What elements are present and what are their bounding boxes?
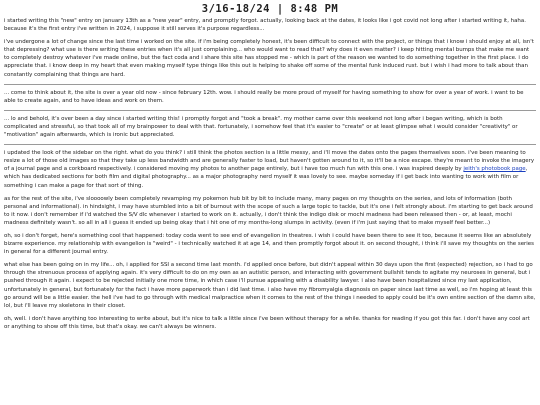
entry-paragraph: what else has been going on in my life... oh, i applied for SSI a second time last month. i'd applied once before, but didn't appeal within 30 days upon the first (expected) rejection, so i had to go through the strenuous process of applying again. it's very difficult to do on my own as an autistic person, and interacting with government bullshit tends to agitate my neuroses in general, but i pushed through it again. i expect to be rejected initially one more time, in which case i'll pursue appealing with a disability lawyer. i also have been hospitalized since my last application, unfortunately in general, but fortunately for the fact i have more paperwork than i did last time. i also have my fibromyalgia diagnosis on paper since last time as well, so i'm hoping at least this go around will be a little easier. the hell i've had to go through with medical malpractice when it comes to the rest of the things i needed to apply could be it's own entire section of the damn site, lol, but i'll leave my skeletons in their closet. (4, 262, 536, 309)
section-divider (4, 84, 536, 85)
entry-paragraph-with-link (4, 149, 536, 189)
paragraph-text: i updated the look of the sidebar on the right. what do you think? i still think the photos section is a little messy, and i'll move the dates onto the pages themselves soon. i've been meaning to resize a lot of those old images so that they take up less bandwidth and are generally faster to load, but haven't gotten around to it, so it'll be a nice escape. they're meant to invoke the imagery of a journal page and a corkboard respectively. i considered moving my photos to another page entirely, but i have too much fun with this one. i was inspired deeply by (4, 150, 535, 173)
section-divider (4, 110, 536, 111)
entry-paragraph: i started writing this "new" entry on january 13th as a "new year" entry, and promptly forgot. actually, looking back at the dates, it looks like i got covid not long after i started writing it, haha. because it's the first entry i've written in 2024, i suppose it still serves it's purpose regardless... (4, 18, 526, 33)
paragraph-text: , which has dedicated sections for both film and digital photography... as a major photography nerd myself it was lovely to see. maybe someday if i get back into wanting to work with film or something i can make a page for that sort of thing. (4, 166, 528, 189)
entry-paragraph: oh, so i don't forget, here's something cool that happened: today coda went to see end of evangelion in theatres. i wish i could have been there to see it too, because it seems like an absolutely bizarre experience. my relationship with evangelion is "weird" - i technically watched it at age 14, and then promptly forgot about it. on second thought, i think i'll save my thoughts on the series in general for a different journal entry. (4, 232, 534, 256)
entry-paragraph: as for the rest of the site, i've sloooowly been completely revamping my pokemon hub bit by bit to include many, many pages on my thoughts on the series, and lots of information (both personal and informational). in hindsight, i may have stumbled into a bit of burnout with the scope of such a large topic to tackle, but it's one i felt strongly about. i'm starting to get back around to it now. i don't remember if i'd watched the S/V dlc whenever i started to work on it. actually, i don't think the indigo disk or mochi madness had been released then - or, at least, mochi madness definitely wasn't. so all in all i guess it ended up being okay that i hit one of my months-long slumps in activity. (even if i'm just saying that to make myself feel better...) (4, 195, 533, 226)
journal-entry (4, 17, 536, 331)
entry-paragraph: oh, well. i don't have anything too interesting to write about, but it's nice to talk a little since i've been without therapy for a while. thanks for reading if you got this far. i don't have any cool art or anything to show off this time, but that's okay. we can't always be winners. (4, 315, 530, 330)
entry-title: 3/16-18/24 | 8:48 PM (201, 3, 339, 15)
photobook-link[interactable]: jeith's photobook page (463, 166, 526, 173)
section-divider (4, 144, 536, 145)
entry-paragraph: i've undergone a lot of change since the last time i worked on the site. if i'm being completely honest, it's been difficult to connect with the project, or things that i know i should enjoy at all, isn't that depressing? what use is there writing these entries when it's all just complaining... who would want to read that? why does it even matter? i keep hitting mental bumps that make me want to completely destroy whatever i've made online, but the fact coda and i share this site has stopped me - which is part of the reason we wanted to do something together in the first place. i do appreciate that. i know deep in my heart that even making myself type things like this out is helping to shake off some of the mental funk induced rust. but i wish i had more to talk about than constantly complaining that things are hard. (4, 39, 534, 78)
entry-paragraph: ... come to think about it, the site is over a year old now - since february 12th. wow. i should really be more proud of myself for having something to show for over a year of work. i want to be able to create again, and to have ideas and work on them. (4, 89, 524, 104)
entry-paragraph: ... lo and behold, it's over been a day since i started writing this! i promptly forgot and "took a break". my mother came over this weekend not long after i began writing, which is both complicated and stressful, so that took all of my brainpower to deal with that. fortunately, i somehow feel that it's easier to "create" or at least glimpse what i would consider "creativity" or "motivation" again afterwards, which is ironic but appreciated. (4, 115, 518, 139)
